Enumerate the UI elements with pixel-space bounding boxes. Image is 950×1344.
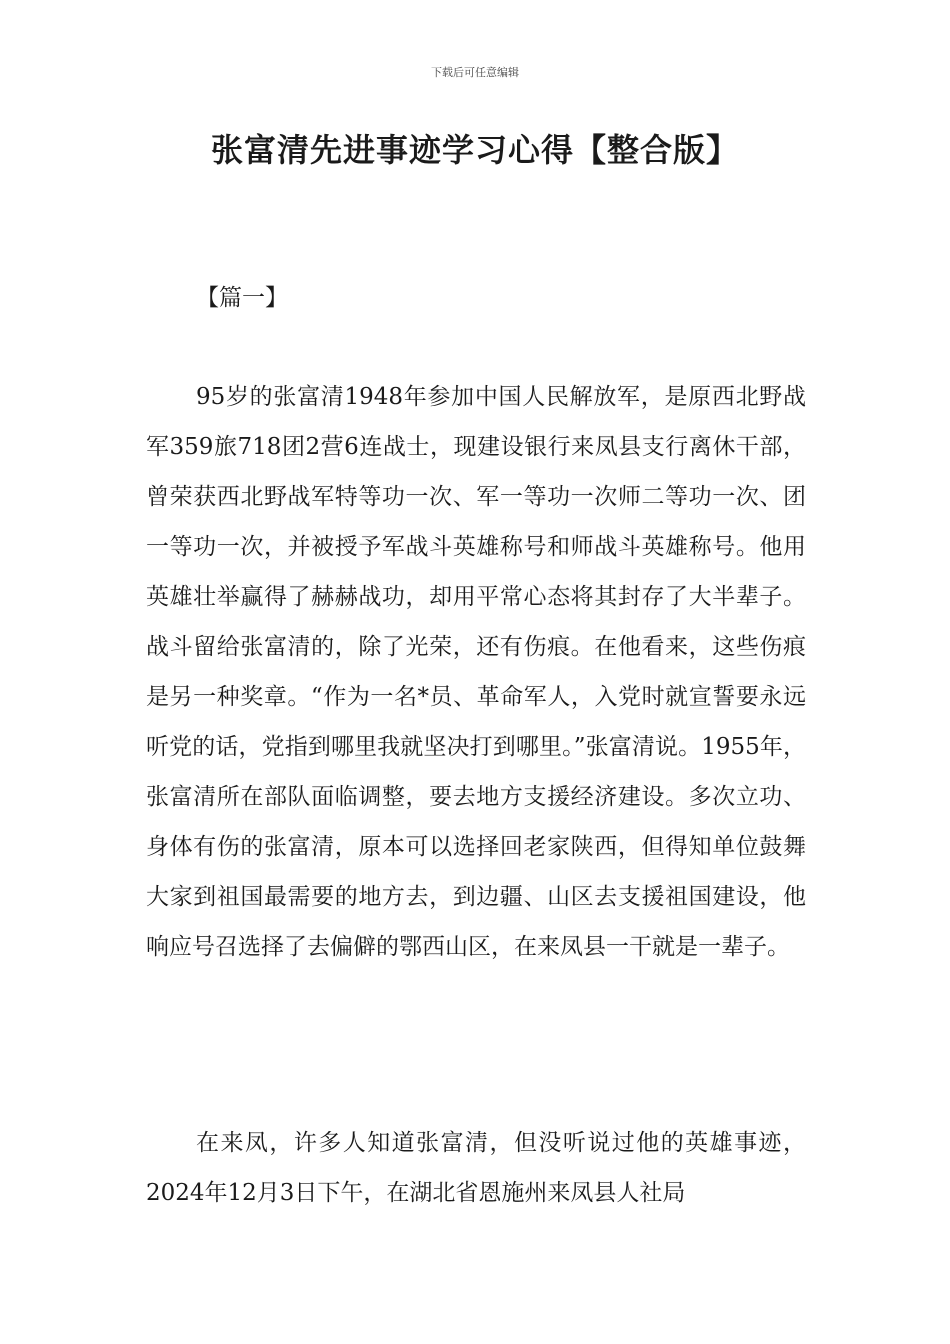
body-paragraph-1: 95岁的张富清1948年参加中国人民解放军，是原西北野战军359旅718团2营6连战士，现建设银行来凤县支行离休干部，曾荣获西北野战军特等功一次、军一等功一次师二等功一次、团一等功一次，并被授予军战斗英雄称号和师战斗英雄称号。他用英雄壮举赢得了赫赫战功，却用平常心态将其封存了大半辈子。战斗留给张富清的，除了光荣，还有伤痕。在他看来，这些伤痕是另一种奖章。“作为一名*员、革命军人，入党时就宣誓要永远听党的话，党指到哪里我就坚决打到哪里。”张富清说。1955年，张富清所在部队面临调整，要去地方支援经济建设。多次立功、身体有伤的张富清，原本可以选择回老家陕西，但得知单位鼓舞大家到祖国最需要的地方去，到边疆、山区去支援祖国建设，他响应号召选择了去偏僻的鄂西山区，在来凤县一干就是一辈子。 xyxy=(146,384,806,960)
body-paragraph-2: 在来凤，许多人知道张富清，但没听说过他的英雄事迹，2024年12月3日下午，在湖北省恩施州来凤县人社局 xyxy=(146,1130,806,1206)
section-heading: 【篇一】 xyxy=(196,285,288,311)
header-note: 下载后可任意编辑 xyxy=(431,66,519,79)
document-title: 张富清先进事迹学习心得【整合版】 xyxy=(210,131,739,169)
